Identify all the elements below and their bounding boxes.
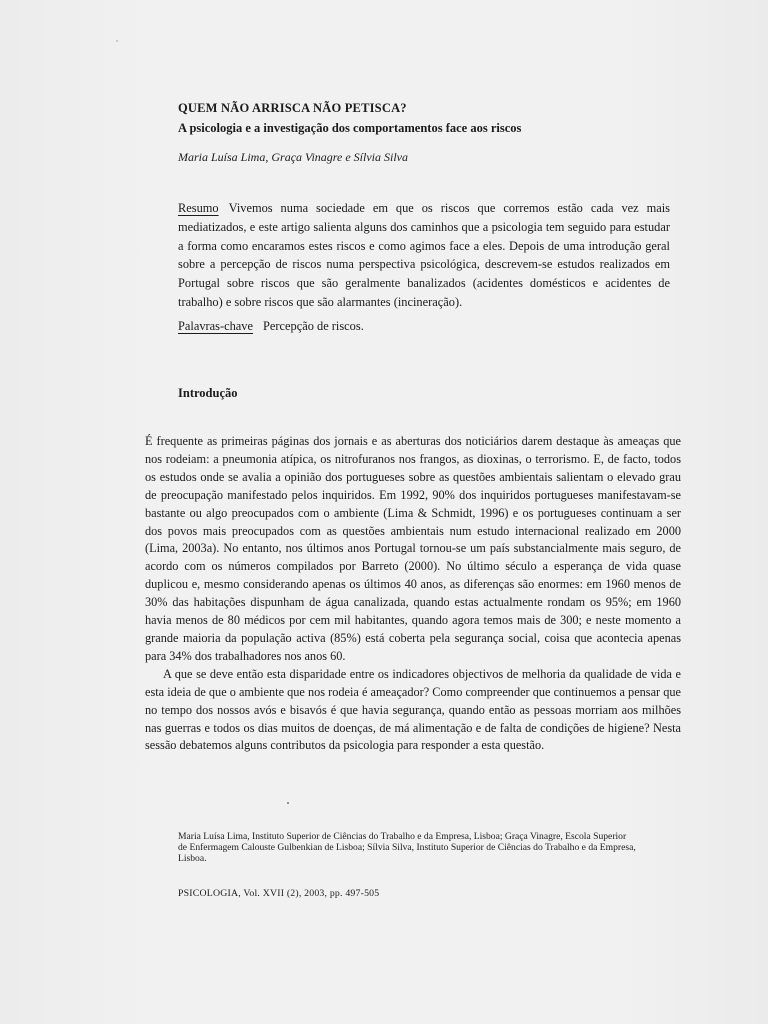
- body-paragraph: A que se deve então esta disparidade entre os indicadores objectivos de melhoria da qualidade de vida e esta ideia de que o ambiente que nos rodeia é ameaçador? Como compreender que continuemos a pensar que no tempo dos nossos avós e bisavós é que havia segurança, quando então as pessoas morriam aos milhões nas guerras e todos os dias muitos de doenças, de má alimentação e de falta de condições de higiene? Nesta sessão debatemos alguns contributos da psicologia para responder a esta questão.: [145, 666, 681, 753]
- article-title: QUEM NÃO ARRISCA NÃO PETISCA?: [178, 101, 407, 115]
- article-authors: Maria Luísa Lima, Graça Vinagre e Sílvia Silva: [178, 150, 408, 164]
- keywords: [178, 319, 670, 334]
- abstract-label: Resumo: [178, 201, 219, 215]
- abstract: [178, 199, 670, 312]
- footnote-line: Lisboa.: [178, 853, 207, 865]
- footnote-line: Maria Luísa Lima, Instituto Superior de Ciências do Trabalho e da Empresa, Lisboa; Graça Vinagre, Escola Superior: [178, 831, 627, 842]
- scan-speck: [116, 40, 118, 42]
- footnote-line: de Enfermagem Calouste Gulbenkian de Lisboa; Sílvia Silva, Instituto Superior de Ciências do Trabalho e da Empresa,: [178, 842, 636, 854]
- journal-citation: PSICOLOGIA, Vol. XVII (2), 2003, pp. 497-505: [178, 888, 380, 899]
- author-affiliations-footnote: [178, 831, 673, 865]
- section-body: [145, 433, 681, 755]
- keywords-text: Percepção de riscos.: [263, 319, 364, 333]
- abstract-text: Vivemos numa sociedade em que os riscos que corremos estão cada vez mais mediatizados, e este artigo salienta alguns dos caminhos que a psicologia tem seguido para estudar a forma como encaramos estes riscos e como agimos face a eles. Depois de uma introdução geral sobre a percepção de riscos numa perspectiva psicológica, descrevem-se estudos realizados em Portugal sobre riscos que são geralmente banalizados (acidentes domésticos e acidentes de trabalho) e sobre riscos que são alarmantes (incineração).: [178, 201, 670, 309]
- section-heading: Introdução: [178, 386, 238, 400]
- scan-speck: [287, 802, 289, 804]
- keywords-label: Palavras-chave: [178, 319, 253, 333]
- body-paragraph: É frequente as primeiras páginas dos jornais e as aberturas dos noticiários darem destaque às ameaças que nos rodeiam: a pneumonia atípica, os nitrofuranos nos frangos, as dioxinas, o terrorismo. E, de facto, todos os estudos onde se avalia a opinião dos portugueses sobre as questões ambientais salientam o elevado grau de preocupação manifestado pelos inquiridos. Em 1992, 90% dos inquiridos portugueses manifestavam-se bastante ou algo preocupados com o ambiente (Lima & Schmidt, 1996) e os portugueses continuam a ser dos povos mais preocupados com as questões ambientais num estudo internacional realizado em 2000 (Lima, 2003a). No entanto, nos últimos anos Portugal tornou-se um país substancialmente mais seguro, de acordo com os números compilados por Barreto (2000). No último século a esperança de vida quase duplicou e, mesmo considerando apenas os últimos 40 anos, as diferenças são enormes: em 1960 menos de 30% das habitações dispunham de água canalizada, quando estas actualmente rondam os 95%; em 1960 havia menos de 80 médicos por cem mil habitantes, quando agora temos mais de 300; e neste momento a grande maioria da população activa (85%) está coberta pela segurança social, coisa que acontecia apenas para 34% dos trabalhadores nos anos 60.: [145, 434, 681, 663]
- article-subtitle: A psicologia e a investigação dos comportamentos face aos riscos: [178, 121, 522, 135]
